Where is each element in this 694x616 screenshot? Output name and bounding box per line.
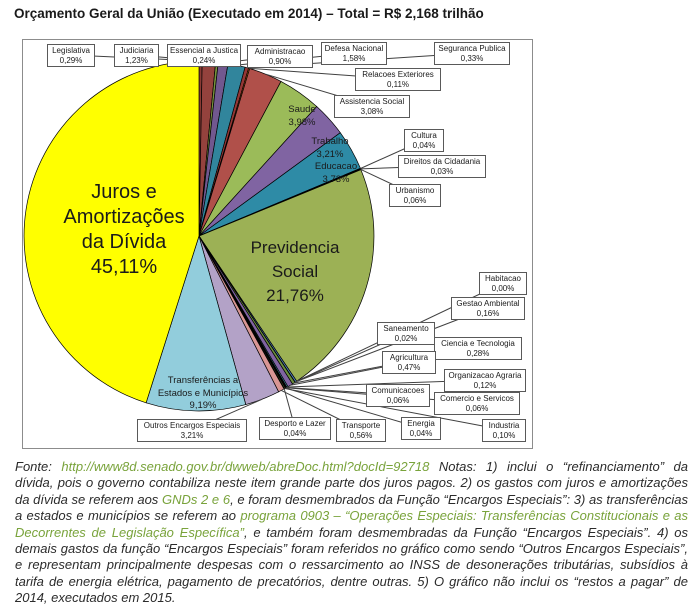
callout-label: Desporto e Lazer bbox=[264, 419, 326, 428]
footer-notes bbox=[15, 459, 688, 607]
callout-label: Defesa Nacional bbox=[324, 44, 384, 53]
callout-ciencia bbox=[434, 337, 522, 360]
callout-assistencia bbox=[334, 95, 410, 118]
inner-label-line: 3,73% bbox=[322, 173, 350, 185]
inner-label-line: 45,11% bbox=[90, 256, 158, 278]
callout-label: Ciencia e Tecnologia bbox=[441, 339, 515, 348]
callout-industria bbox=[482, 419, 526, 442]
callout-value: 0,33% bbox=[460, 53, 484, 63]
chart-title: Orçamento Geral da União (Executado em 2014) – Total = R$ 2,168 trilhão bbox=[14, 6, 484, 21]
callout-label: Habitacao bbox=[484, 274, 522, 283]
inner-label-line: Saude bbox=[288, 104, 316, 115]
callout-label: Organizacao Agraria bbox=[448, 371, 522, 380]
callout-value: 0,90% bbox=[268, 56, 292, 66]
callout-organizacao bbox=[444, 369, 526, 392]
inner-label-line: 3,98% bbox=[288, 116, 316, 128]
callout-essencial bbox=[167, 44, 241, 67]
callout-label: Agricultura bbox=[389, 353, 429, 362]
callout-value: 0,12% bbox=[473, 380, 497, 390]
callout-label: Saneamento bbox=[383, 324, 429, 333]
callout-value: 0,24% bbox=[192, 55, 216, 65]
inner-label-line: Transferências a bbox=[167, 375, 239, 386]
callout-gestao bbox=[451, 297, 525, 320]
callout-value: 0,06% bbox=[465, 403, 489, 413]
callout-transporte bbox=[336, 419, 386, 442]
callout-label: Outros Encargos Especiais bbox=[143, 421, 241, 430]
callout-value: 0,11% bbox=[386, 79, 410, 89]
footer-notas-1: Notas: 1) inclui o “refinanciamento” da dívida, pois o governo contabiliza neste item grande parte dos juros pagos. 2) os gastos com juros e amortizações da dívida se referem aos bbox=[15, 459, 689, 507]
callout-outros bbox=[137, 419, 247, 442]
inner-label-line: Previdencia bbox=[250, 238, 340, 257]
inner-label-line: da Dívida bbox=[81, 231, 167, 253]
callout-label: Comunicacoes bbox=[371, 386, 425, 395]
inner-label-line: Juros e bbox=[91, 181, 157, 203]
callout-habitacao bbox=[479, 272, 527, 295]
callout-agricultura bbox=[382, 351, 436, 374]
callout-label: Seguranca Publica bbox=[438, 44, 506, 53]
callout-label: Industria bbox=[488, 421, 520, 430]
callout-value: 0,00% bbox=[491, 283, 515, 293]
callout-value: 0,04% bbox=[409, 428, 433, 438]
footer-link-gnds[interactable]: GNDs 2 e 6 bbox=[161, 491, 231, 507]
footer-fonte: Fonte: bbox=[15, 459, 62, 474]
callout-value: 3,21% bbox=[180, 430, 204, 440]
callout-urbanismo bbox=[389, 184, 441, 207]
inner-label-line: Educacao bbox=[314, 161, 358, 172]
callout-value: 0,16% bbox=[476, 308, 500, 318]
callout-label: Judiciaria bbox=[119, 46, 154, 55]
callout-administracao bbox=[247, 45, 313, 68]
callout-value: 0,29% bbox=[59, 55, 83, 65]
callout-value: 0,03% bbox=[430, 166, 454, 176]
footer-link-programa[interactable]: programa 0903 – “Operações Especiais: Transferências Constitucionais e as Decorrentes de Legislação Específica” bbox=[15, 508, 689, 540]
callout-value: 0,04% bbox=[412, 140, 436, 150]
callout-value: 0,28% bbox=[466, 348, 490, 358]
callout-label: Transporte bbox=[341, 421, 381, 430]
callout-value: 0,04% bbox=[283, 428, 307, 438]
footer-source-link[interactable]: http://www8d.senado.gov.br/dwweb/abreDoc.html?docId=92718 bbox=[61, 459, 430, 474]
callout-direitos bbox=[398, 155, 486, 178]
callout-label: Direitos da Cidadania bbox=[403, 157, 481, 166]
callout-energia bbox=[401, 417, 441, 440]
callout-value: 0,06% bbox=[386, 395, 410, 405]
inner-label-line: Social bbox=[271, 262, 319, 281]
callout-label: Cultura bbox=[411, 131, 437, 140]
callout-value: 0,47% bbox=[397, 362, 421, 372]
callout-seguranca bbox=[434, 42, 510, 65]
callout-label: Assistencia Social bbox=[339, 97, 405, 106]
callout-label: Relacoes Exteriores bbox=[362, 70, 434, 79]
footer-notas-2: , e foram desmembrados da Função “Encargos Especiais”: 3) as transferências a estados e municípios se referem ao bbox=[15, 491, 688, 524]
callout-saneamento bbox=[377, 322, 435, 345]
inner-label-line: Estados e Municípios bbox=[157, 387, 249, 399]
callout-label: Administracao bbox=[254, 47, 306, 56]
callout-relacoes bbox=[355, 68, 441, 91]
inner-label-line: Amortizações bbox=[63, 206, 185, 228]
callout-label: Gestao Ambiental bbox=[456, 299, 520, 308]
callout-label: Legislativa bbox=[52, 46, 90, 55]
callout-value: 3,08% bbox=[360, 106, 384, 116]
inner-label-line: 21,76% bbox=[266, 286, 324, 305]
callout-judiciaria bbox=[114, 44, 159, 67]
footer-notas-3: , e também foram desmembradas da Função “Encargos Especiais”. 4) os demais gastos da função “Encargos Especiais” foram referidos no gráfico como sendo “Outros Encargos Especiais”, e representam principalmente despesas com o ressarcimento ao INSS de desonerações tributárias, subsídios à tarifa de energia elétrica, pagamento de precatórios, dentre outras. 5) O gráfico não inclui os “restos a pagar” de 2014, executados em 2015. bbox=[15, 524, 688, 606]
callout-label: Urbanismo bbox=[395, 186, 435, 195]
callout-value: 0,56% bbox=[349, 430, 373, 440]
callout-label: Essencial a Justica bbox=[169, 46, 239, 55]
callout-cultura bbox=[404, 129, 444, 152]
callout-value: 1,58% bbox=[342, 53, 366, 63]
callout-value: 1,23% bbox=[125, 55, 148, 65]
inner-label-line: 9,19% bbox=[189, 400, 217, 411]
callout-value: 0,02% bbox=[394, 333, 418, 343]
inner-label-line: Trabalho bbox=[311, 136, 349, 147]
callout-defesa bbox=[321, 42, 387, 65]
inner-label-line: 3,21% bbox=[316, 148, 344, 160]
callout-desporto bbox=[259, 417, 331, 440]
callout-comercio bbox=[434, 392, 520, 415]
callout-label: Energia bbox=[407, 419, 435, 428]
callout-label: Comercio e Servicos bbox=[440, 394, 514, 403]
callout-legislativa bbox=[47, 44, 95, 67]
callout-comunicacoes bbox=[366, 384, 430, 407]
callout-value: 0,06% bbox=[403, 195, 427, 205]
callout-value: 0,10% bbox=[492, 430, 516, 440]
